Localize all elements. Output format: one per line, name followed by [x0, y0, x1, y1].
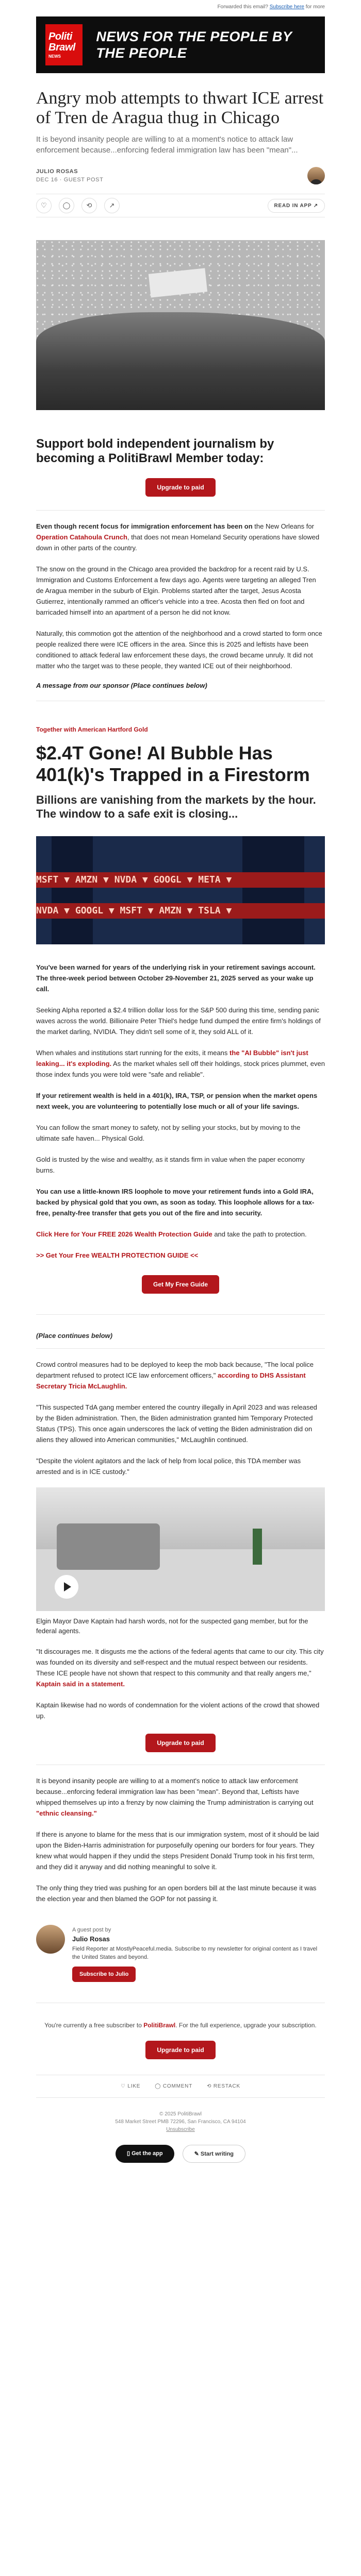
app-bar: [36, 2145, 325, 2163]
divider: [36, 510, 325, 511]
footer-info: [36, 2110, 325, 2133]
ethnic-cleansing-link[interactable]: "ethnic cleansing.": [36, 1809, 97, 1817]
address: 548 Market Street PMB 72296, San Francisco, CA 94104: [115, 2119, 246, 2125]
restack-button[interactable]: [207, 2083, 240, 2089]
ad-paragraph: [36, 1186, 325, 1218]
subscribe-to-author-button[interactable]: Subscribe to Julio: [72, 1967, 136, 1982]
start-writing-button[interactable]: [183, 2145, 245, 2163]
hero-image-crowd[interactable]: [36, 240, 325, 410]
free-subscriber-note: [36, 2021, 325, 2030]
ad-paragraph: [36, 1250, 325, 1261]
post-date: DEC 16 · GUEST POST: [36, 177, 104, 183]
body-paragraph: "Despite the violent agitators and the lack of help from local police, this TDA member was arrested and is in ICE custody.": [36, 1457, 301, 1476]
divider: [36, 2097, 325, 2098]
logo-small: NEWS: [48, 54, 61, 59]
sponsor-label[interactable]: Together with American Hartford Gold: [36, 726, 148, 733]
body2-p1: Crowd control measures had to be deployed to keep the mob back because, "The local police department refused to protect ICE law enforcement officers,": [36, 1361, 314, 1379]
ad-title[interactable]: $2.4T Gone! AI Bubble Has 401(k)'s Trapped in a Firestorm: [36, 742, 310, 785]
copyright: © 2025 PolitiBrawl: [159, 2111, 202, 2117]
logo-line-2: Brawl: [48, 41, 75, 53]
logo-line-1: Politi: [48, 30, 72, 42]
body-p1-mid: the New Orleans for: [254, 522, 314, 530]
like-button[interactable]: [121, 2083, 140, 2089]
wealth-guide-link[interactable]: Click Here for Your FREE 2026 Wealth Protection Guide: [36, 1230, 212, 1238]
video-vehicle: [57, 1523, 160, 1570]
share-icon[interactable]: ↗: [104, 198, 120, 213]
operation-link[interactable]: Operation Catahoula Crunch: [36, 533, 127, 541]
brand-tagline: NEWS FOR THE PEOPLE BY THE PEOPLE: [96, 29, 292, 61]
unsubscribe-link[interactable]: Unsubscribe: [166, 2127, 195, 2132]
comment-label: COMMENT: [162, 2083, 193, 2089]
play-icon[interactable]: [55, 1575, 78, 1599]
body-p1-rest: , that does not mean Homeland Security operations have slowed down in other parts of the country.: [36, 533, 320, 552]
start-writing-label: Start writing: [200, 2151, 234, 2157]
ad-paragraph: [36, 1229, 325, 1240]
guest-name[interactable]: Julio Rosas: [72, 1935, 110, 1943]
restack-label: RESTACK: [213, 2083, 240, 2089]
ticker-band: MSFT ▼ AMZN ▼ NVDA ▼ GOOGL ▼ META ▼: [36, 872, 325, 888]
author-avatar[interactable]: [307, 167, 325, 184]
comment-icon: ◯: [155, 2083, 163, 2089]
body-paragraph: [36, 1359, 325, 1392]
divider: [36, 1348, 325, 1349]
ad-subtitle: Billions are vanishing from the markets by the hour. The window to a safe exit is closing...: [36, 793, 316, 820]
body-paragraph: [36, 1646, 325, 1689]
forward-note: [0, 0, 361, 14]
ad-paragraph: Gold is trusted by the wise and wealthy, as it stands firm in value when the paper economy burns.: [36, 1156, 305, 1174]
free-note-b: . For the full experience, upgrade your subscription.: [175, 2022, 317, 2029]
upgrade-button[interactable]: Upgrade to paid: [145, 2041, 215, 2059]
get-app-button[interactable]: [116, 2145, 174, 2163]
body-paragraph: Kaptain likewise had no words of condemnation for the violent actions of the crowd that showed up.: [36, 1701, 320, 1720]
ad-paragraph: Seeking Alpha reported a $2.4 trillion dollar loss for the S&P 500 during this time, sending panic waves across the world. Billionaire Peter Thiel's hedge fund dumped the entire firm's holdings of the market darling, NVIDIA. They didn't sell some of it, they sold ALL of it.: [36, 1006, 321, 1036]
ad-building: [242, 836, 304, 944]
pen-icon: ✎: [194, 2151, 201, 2157]
heart-icon[interactable]: ♡: [36, 198, 52, 213]
ad-p3-a: When whales and institutions start running for the exits, it means: [36, 1049, 228, 1057]
body-paragraph: The only thing they tried was pushing for an open borders bill at the last minute because it was the election year and then blamed the GOP for not passing it.: [36, 1884, 317, 1903]
ad-p1-bold: You've been warned for years of the underlying risk in your retirement savings account. The three-week period between October 29-November 21, 2025 served as your wake up call.: [36, 963, 316, 993]
ai-bubble-link[interactable]: the "AI Bubble" isn't just leaking... it's exploding.: [36, 1049, 308, 1067]
guest-avatar[interactable]: [36, 1925, 65, 1954]
subscribe-link[interactable]: Subscribe here: [269, 4, 304, 10]
heart-icon: ♡: [121, 2083, 128, 2089]
read-in-app-button[interactable]: READ IN APP ↗: [268, 199, 325, 213]
ad-image-stock-ticker[interactable]: [36, 836, 325, 944]
ad-paragraph: [36, 1090, 325, 1112]
get-free-guide-button[interactable]: Get My Free Guide: [142, 1275, 219, 1294]
ticker-band: NVDA ▼ GOOGL ▼ MSFT ▼ AMZN ▼ TSLA ▼: [36, 903, 325, 919]
action-bar: [36, 194, 325, 217]
guest-post-card: [36, 1925, 325, 1982]
bottom-action-bar: [36, 2083, 325, 2089]
upgrade-button[interactable]: Upgrade to paid: [145, 478, 215, 497]
author-name[interactable]: JULIO ROSAS: [36, 168, 78, 175]
body-paragraph: "This suspected TdA gang member entered the country illegally in April 2023 and was released by the Biden administration. Then, the Biden administration granted him Temporary Protected Status (TPS). This once again underscores the lack of vetting the Biden administration did on aliens they allowed into American communities," McLaughlin continued.: [36, 1403, 317, 1444]
ad-paragraph: [36, 962, 325, 994]
get-app-label: Get the app: [132, 2150, 163, 2157]
free-guide-link[interactable]: >> Get Your Free WEALTH PROTECTION GUIDE <<: [36, 1251, 199, 1259]
body-paragraph: [36, 521, 325, 553]
ad-building: [52, 836, 93, 944]
dhs-link[interactable]: according to DHS Assistant Secretary Tricia McLaughlin.: [36, 1371, 306, 1390]
ad-paragraph: You can follow the smart money to safety, not by selling your stocks, but by moving to the ultimate safe haven... Physical Gold.: [36, 1124, 301, 1142]
continue-note: (Place continues below): [36, 1332, 113, 1340]
statement-link[interactable]: Kaptain said in a statement.: [36, 1680, 125, 1688]
sponsor-note: A message from our sponsor (Place continues below): [36, 682, 207, 689]
article-title[interactable]: Angry mob attempts to thwart ICE arrest of Tren de Aragua thug in Chicago: [36, 89, 324, 127]
brand-link[interactable]: PolitiBrawl: [143, 2022, 176, 2029]
byline: [36, 167, 325, 184]
comment-button[interactable]: [155, 2083, 192, 2089]
ad-paragraph: [36, 1047, 325, 1080]
article-subtitle: It is beyond insanity people are willing to at a moment's notice to attack law enforcement because...enforcing federal immigration law has been "mean"...: [36, 135, 298, 155]
phone-icon: ▯: [126, 2150, 132, 2157]
forward-note-text: Forwarded this email?: [217, 4, 268, 10]
restack-icon[interactable]: ⟲: [81, 198, 97, 213]
comment-icon[interactable]: ◯: [59, 198, 74, 213]
like-label: LIKE: [127, 2083, 141, 2089]
guest-label: A guest post by: [72, 1927, 111, 1933]
free-note-a: You're currently a free subscriber to: [44, 2022, 142, 2029]
guest-bio: Field Reporter at MostlyPeaceful.media. Subscribe to my newsletter for original content as I travel the United States and beyond.: [72, 1946, 318, 1960]
upgrade-button[interactable]: Upgrade to paid: [145, 1734, 215, 1752]
ad-p8-rest: and take the path to protection.: [214, 1230, 307, 1238]
body2-p4: "It discourages me. It disgusts me the actions of the federal agents that came to our city. This city was founded on its diversity and self-respect and the mutual respect between our residents. These ICE people have not shown that respect to this community and that really angers me,": [36, 1648, 324, 1677]
brand-logo: [45, 24, 83, 65]
forward-note-tail: for more: [305, 4, 325, 10]
body-paragraph: The snow on the ground in the Chicago area provided the backdrop for a recent raid by U.S. Immigration and Customs Enforcement a few days ago. Agents were targeting an alleged Tren de Aragua member in the suburb of Elgin. Problems started after the target, Jesus Acosta Gutierrez, intentionally rammed an officer's vehicle into a tree. Acosta then fled on foot and barricaded himself into an apartment of a person he did not know.: [36, 565, 316, 616]
ad-p4-bold: If your retirement wealth is held in a 401(k), IRA, TSP, or pension when the market opens next week, you are volunteering to potentially lose much or all of your life savings.: [36, 1092, 318, 1110]
divider: [36, 1314, 325, 1315]
ad-p7-bold: You can use a little-known IRS loophole to move your retirement funds into a Gold IRA, backed by physical gold that you own, as soon as today. This loophole allows for a tax-free, penalty-free transfer that gets you out of the fire and into security.: [36, 1188, 315, 1217]
header-banner[interactable]: [36, 16, 325, 73]
restack-icon: ⟲: [207, 2083, 214, 2089]
video-thumbnail[interactable]: [36, 1487, 325, 1611]
body-paragraph: [36, 1775, 325, 1819]
body-p1-bold: Even though recent focus for immigration enforcement has been on: [36, 522, 253, 530]
video-figure: [253, 1529, 262, 1565]
membership-headline: Support bold independent journalism by becoming a PolitiBrawl Member today:: [36, 437, 274, 465]
body-paragraph: Naturally, this commotion got the attention of the neighborhood and a crowd started to form once people realized there were ICE officers in the area. Since this is 2025 and leftists have been conditioned to attack federal law enforcement these days, the crowd became unruly. It did not matter who the target was to these people, they wanted ICE out of their neighborhood.: [36, 630, 322, 670]
ad-p3-b: As the market whales sell off their holdings, stock prices plummet, even those index funds you were told were "safe and reliable".: [36, 1060, 325, 1078]
body2-p6: It is beyond insanity people are willing to at a moment's notice to attack law enforcement because...enforcing federal immigration law has been "mean". Beyond that, Leftists have whipped themselves up into a frenzy by now claiming the Trump administration is carrying out: [36, 1777, 314, 1806]
image-caption: Elgin Mayor Dave Kaptain had harsh words, not for the suspected gang member, but for the federal agents.: [36, 1617, 308, 1635]
hero-crowd: [36, 312, 325, 410]
body-paragraph: If there is anyone to blame for the mess that is our immigration system, most of it should be laid upon the Biden-Harris administration for purposefully opening our borders for four years. They knew what would happen if they undid the steps President Donald Trump took in his first term, and they did it anyway and did nothing meaningful to solve it.: [36, 1831, 319, 1871]
article-column: [36, 89, 325, 2163]
